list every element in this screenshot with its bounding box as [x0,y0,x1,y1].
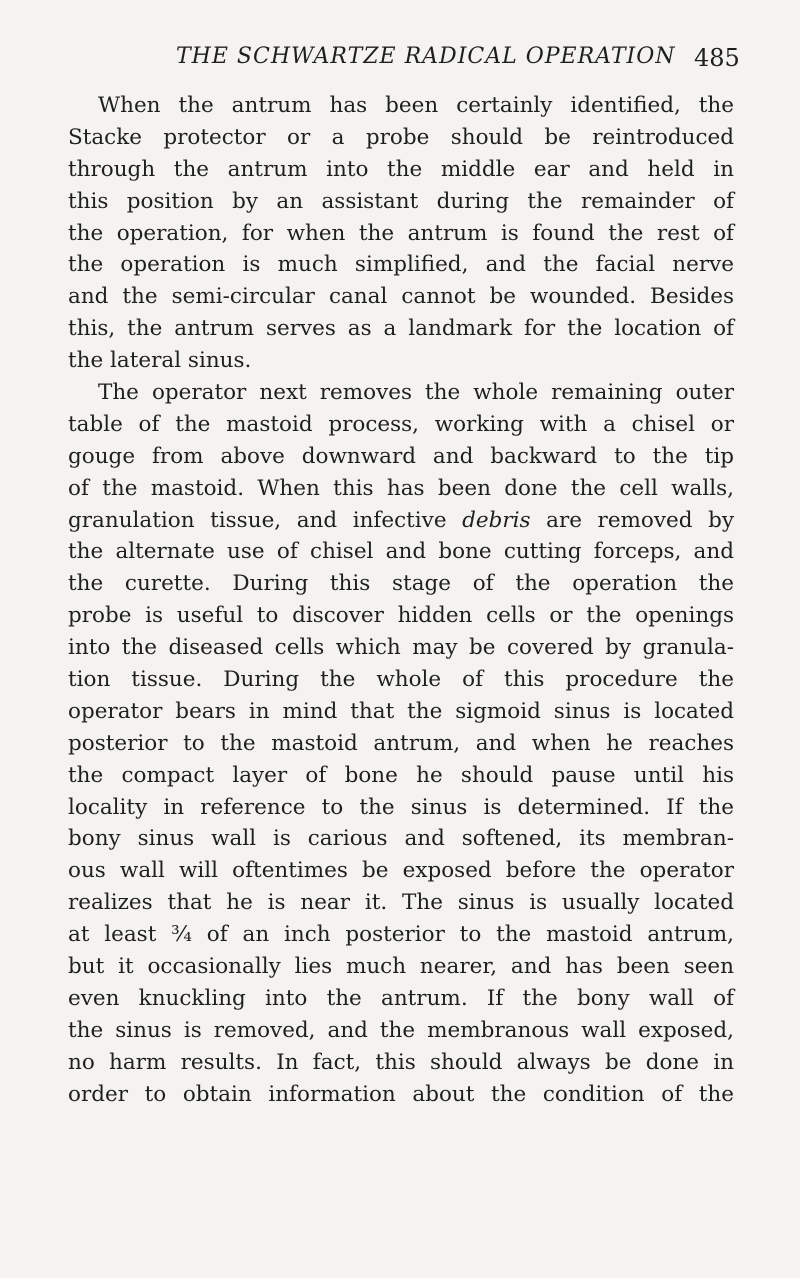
text-line: the lateral sinus. [68,348,252,374]
italic-word-debris: debris [462,507,531,533]
text-line: no harm results. In fact, this should always be done in [68,1049,734,1075]
text-line: the curette. During this stage of the operation the [68,571,734,597]
text-line: gouge from above downward and backward to the tip [68,443,734,469]
text-line: through the antrum into the middle ear and held in [68,156,734,182]
text-line: locality in reference to the sinus is determined. If the [68,794,734,820]
text-line: into the diseased cells which may be covered by granula- [68,635,734,661]
text-line: order to obtain information about the condition of the [68,1081,734,1107]
text-line: this position by an assistant during the remainder of [68,188,734,214]
text-line: this, the antrum serves as a landmark for the location of [68,316,734,342]
running-title: THE SCHWARTZE RADICAL OPERATION [176,44,676,69]
text-line: When the antrum has been certainly identified, the [98,93,734,118]
text-line: table of the mastoid process, working with a chisel or [68,411,734,437]
text-line: the compact layer of bone he should pause until his [68,762,734,788]
text-line: at least ¾ of an inch posterior to the mastoid antrum, [68,922,734,948]
text-line: and the semi-circular canal cannot be wounded. Besides [68,284,734,310]
text-line: bony sinus wall is carious and softened, its membran- [68,826,734,852]
text-line: even knuckling into the antrum. If the bony wall of [68,985,734,1011]
page-number: 485 [694,44,740,72]
text-line: the operation is much simplified, and the facial nerve [68,252,734,278]
text-line: the alternate use of chisel and bone cutting forceps, and [68,539,734,565]
text-line: The operator next removes the whole remaining outer [98,380,734,406]
text-line: posterior to the mastoid antrum, and when he reaches [68,730,734,756]
text-line: probe is useful to discover hidden cells or the openings [68,603,734,629]
text-line: tion tissue. During the whole of this procedure the [68,667,734,693]
text-segment: are removed by [530,507,734,533]
text-line: Stacke protector or a probe should be reintroduced [68,124,734,150]
text-line: realizes that he is near it. The sinus is usually located [68,890,734,916]
text-line: but it occasionally lies much nearer, and has been seen [68,954,734,980]
text-line-with-italic [68,505,734,537]
text-line: ous wall will oftentimes be exposed before the operator [68,858,734,884]
text-segment: granulation tissue, and infective [68,507,463,533]
text-line: the operation, for when the antrum is found the rest of [68,220,734,246]
text-line: the sinus is removed, and the membranous wall exposed, [68,1017,734,1043]
text-line: operator bears in mind that the sigmoid sinus is located [68,698,734,724]
page-header [0,38,800,78]
text-line: of the mastoid. When this has been done the cell walls, [68,475,734,501]
body-text [68,90,734,1111]
